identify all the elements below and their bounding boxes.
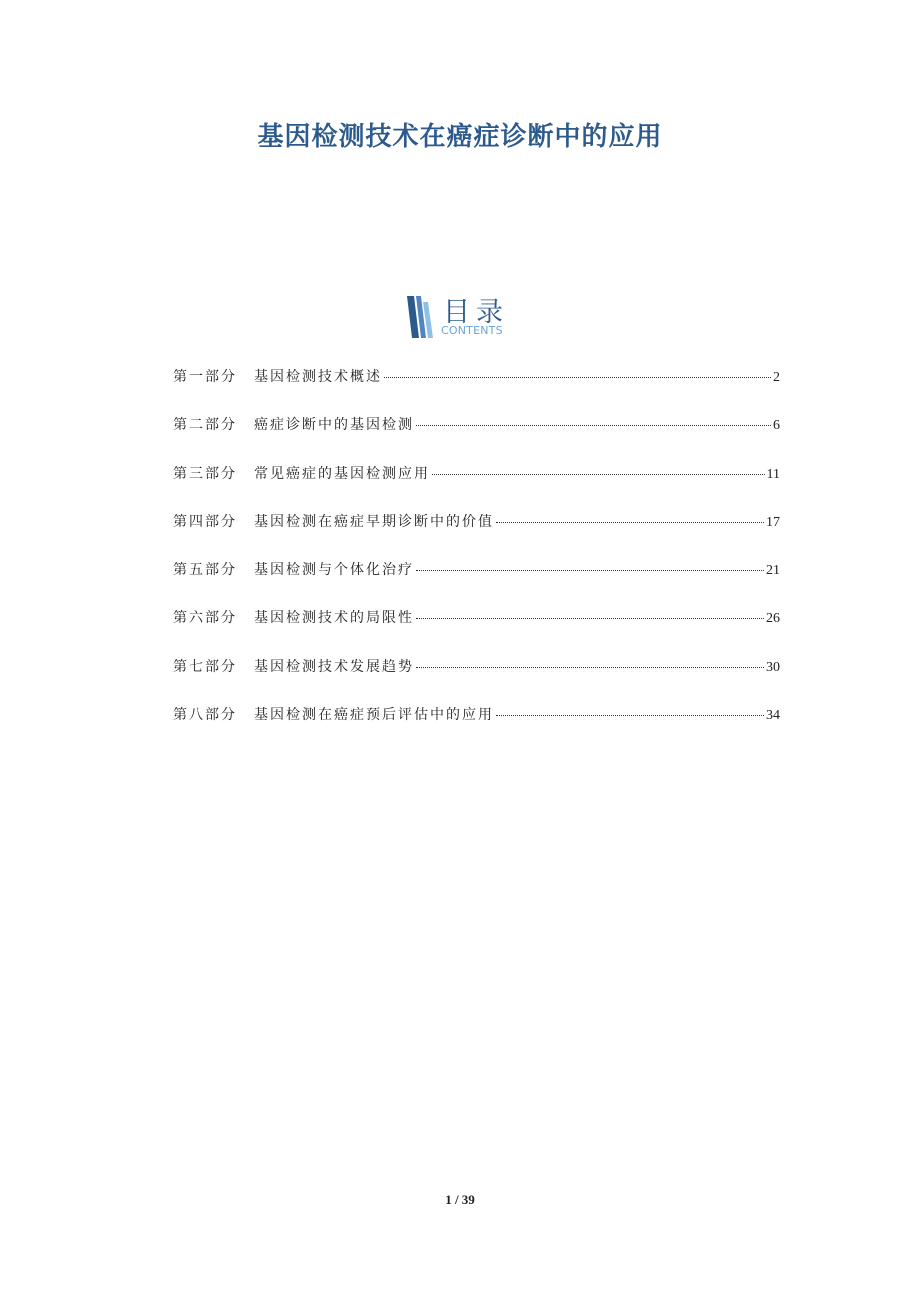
- toc-entry-part-4[interactable]: [173, 511, 780, 559]
- toc-page-number: 30: [766, 659, 780, 675]
- toc-entry-part-8[interactable]: [173, 704, 780, 752]
- toc-dot-leader: [416, 618, 764, 619]
- toc-page-number: 26: [766, 611, 780, 627]
- toc-heading: 目录: [443, 297, 509, 328]
- toc-page-number: 6: [773, 418, 780, 434]
- toc-part-label: 第一部分: [173, 369, 237, 385]
- toc-entry-title: 基因检测在癌症预后评估中的应用: [254, 707, 494, 724]
- toc-entry-part-3[interactable]: [173, 463, 780, 511]
- toc-subheading: CONTENTS: [441, 324, 503, 337]
- toc-header: [405, 294, 535, 342]
- toc-dot-leader: [496, 522, 764, 523]
- toc-dot-leader: [496, 715, 764, 716]
- toc-entry-part-7[interactable]: [173, 656, 780, 704]
- toc-dot-leader: [432, 474, 765, 475]
- toc-entry-title: 基因检测在癌症早期诊断中的价值: [254, 513, 494, 530]
- toc-page-number: 17: [766, 514, 780, 530]
- toc-entry-title: 基因检测与个体化治疗: [254, 562, 414, 579]
- toc-part-label: 第六部分: [173, 610, 237, 627]
- toc-part-label: 第四部分: [173, 513, 237, 530]
- toc-page-number: 34: [766, 708, 780, 724]
- toc-entry-title: 常见癌症的基因检测应用: [254, 465, 430, 482]
- toc-entry-part-1[interactable]: [173, 366, 780, 414]
- toc-part-label: 第八部分: [173, 707, 237, 724]
- toc-page-number: 21: [766, 563, 780, 579]
- toc-entry-title: 基因检测技术的局限性: [254, 610, 414, 627]
- book-stripes-icon: [407, 296, 435, 338]
- table-of-contents: [173, 366, 780, 752]
- page-number-footer: 1 / 39: [445, 1192, 475, 1207]
- toc-part-label: 第三部分: [173, 465, 237, 482]
- toc-dot-leader: [416, 570, 764, 571]
- toc-entry-part-6[interactable]: [173, 607, 780, 655]
- toc-part-label: 第二部分: [173, 417, 237, 434]
- toc-dot-leader: [384, 377, 771, 378]
- toc-dot-leader: [416, 667, 764, 668]
- toc-part-label: 第五部分: [173, 562, 237, 579]
- document-title: 基因检测技术在癌症诊断中的应用: [257, 122, 663, 152]
- toc-entry-part-2[interactable]: [173, 414, 780, 462]
- toc-page-number: 11: [766, 466, 780, 482]
- toc-page-number: 2: [773, 370, 780, 385]
- toc-entry-title: 基因检测技术概述: [254, 369, 382, 385]
- toc-entry-title: 癌症诊断中的基因检测: [254, 417, 414, 434]
- toc-entry-part-5[interactable]: [173, 559, 780, 607]
- toc-dot-leader: [416, 425, 771, 426]
- toc-part-label: 第七部分: [173, 658, 237, 675]
- toc-entry-title: 基因检测技术发展趋势: [254, 658, 414, 675]
